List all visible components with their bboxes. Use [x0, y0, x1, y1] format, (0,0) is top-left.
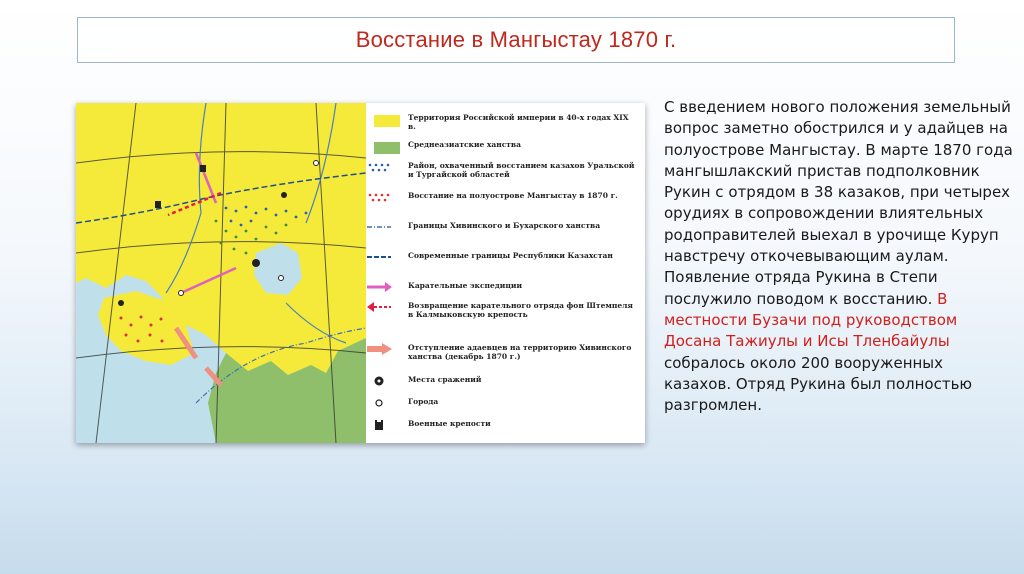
dash-dot-line-icon: [366, 221, 392, 233]
battle-icon: [366, 375, 392, 387]
red-arrow-icon: [366, 301, 392, 313]
city-icon: [366, 397, 392, 409]
legend-item: Возвращение карательного отряда фон Штемпеля в Калмыковскую крепость: [366, 301, 645, 325]
legend-item: Города: [366, 397, 645, 421]
fortress-icon: [366, 419, 392, 431]
legend-item: Границы Хивинского и Бухарского ханства: [366, 221, 645, 245]
title-box: [77, 17, 955, 63]
yellow-fill-icon: [374, 115, 400, 127]
description-text: [664, 97, 1014, 416]
map-legend: [366, 103, 645, 443]
map-drawing: [76, 103, 366, 443]
legend-item: Военные крепости: [366, 419, 645, 443]
legend-item: Район, охваченный восстанием казахов Уральской и Тургайской областей: [366, 161, 645, 185]
legend-item: Среднеазиатские ханства: [366, 140, 645, 164]
paragraph-highlight: В местности Бузачи под руководством Досана Тажиулы и Исы Тленбайулы: [664, 289, 958, 351]
legend-item: Отступление адаевцев на территорию Хивинского ханства (декабрь 1870 г.): [366, 343, 645, 367]
pink-arrow-icon: [366, 281, 392, 293]
legend-item: Восстание на полуострове Мангыстау в 1870 г.: [366, 191, 645, 215]
paragraph-main: С введением нового положения земельный вопрос заметно обострился и у адайцев на полуострове Мангыстау. В марте 1870 года мангышлакский пристав подполковник Рукин с отрядом в 38 казаков, при четырех орудиях в сопровождении влиятельных родоправителей выехал в урочище Куруп навстречу откочевывающим аулам. Появление отряда Рукина в Степи послужило поводом к восстанию.: [664, 98, 1013, 308]
paragraph-end: собралось около 200 вооруженных казахов. Отряд Рукина был полностью разгромлен.: [664, 353, 973, 415]
legend-item: Места сражений: [366, 375, 645, 399]
legend-item: Карательные экспедиции: [366, 281, 645, 305]
green-fill-icon: [374, 142, 400, 154]
dashed-line-icon: [366, 251, 392, 263]
legend-item: Современные границы Республики Казахстан: [366, 251, 645, 275]
red-dots-icon: [366, 191, 392, 203]
blue-dots-icon: [366, 161, 392, 173]
salmon-arrow-icon: [366, 343, 392, 355]
legend-item: Территория Российской империи в 40-х годах XIX в.: [366, 113, 645, 137]
slide-title: Восстание в Мангыстау 1870 г.: [355, 27, 677, 52]
historical-map: [76, 103, 645, 443]
